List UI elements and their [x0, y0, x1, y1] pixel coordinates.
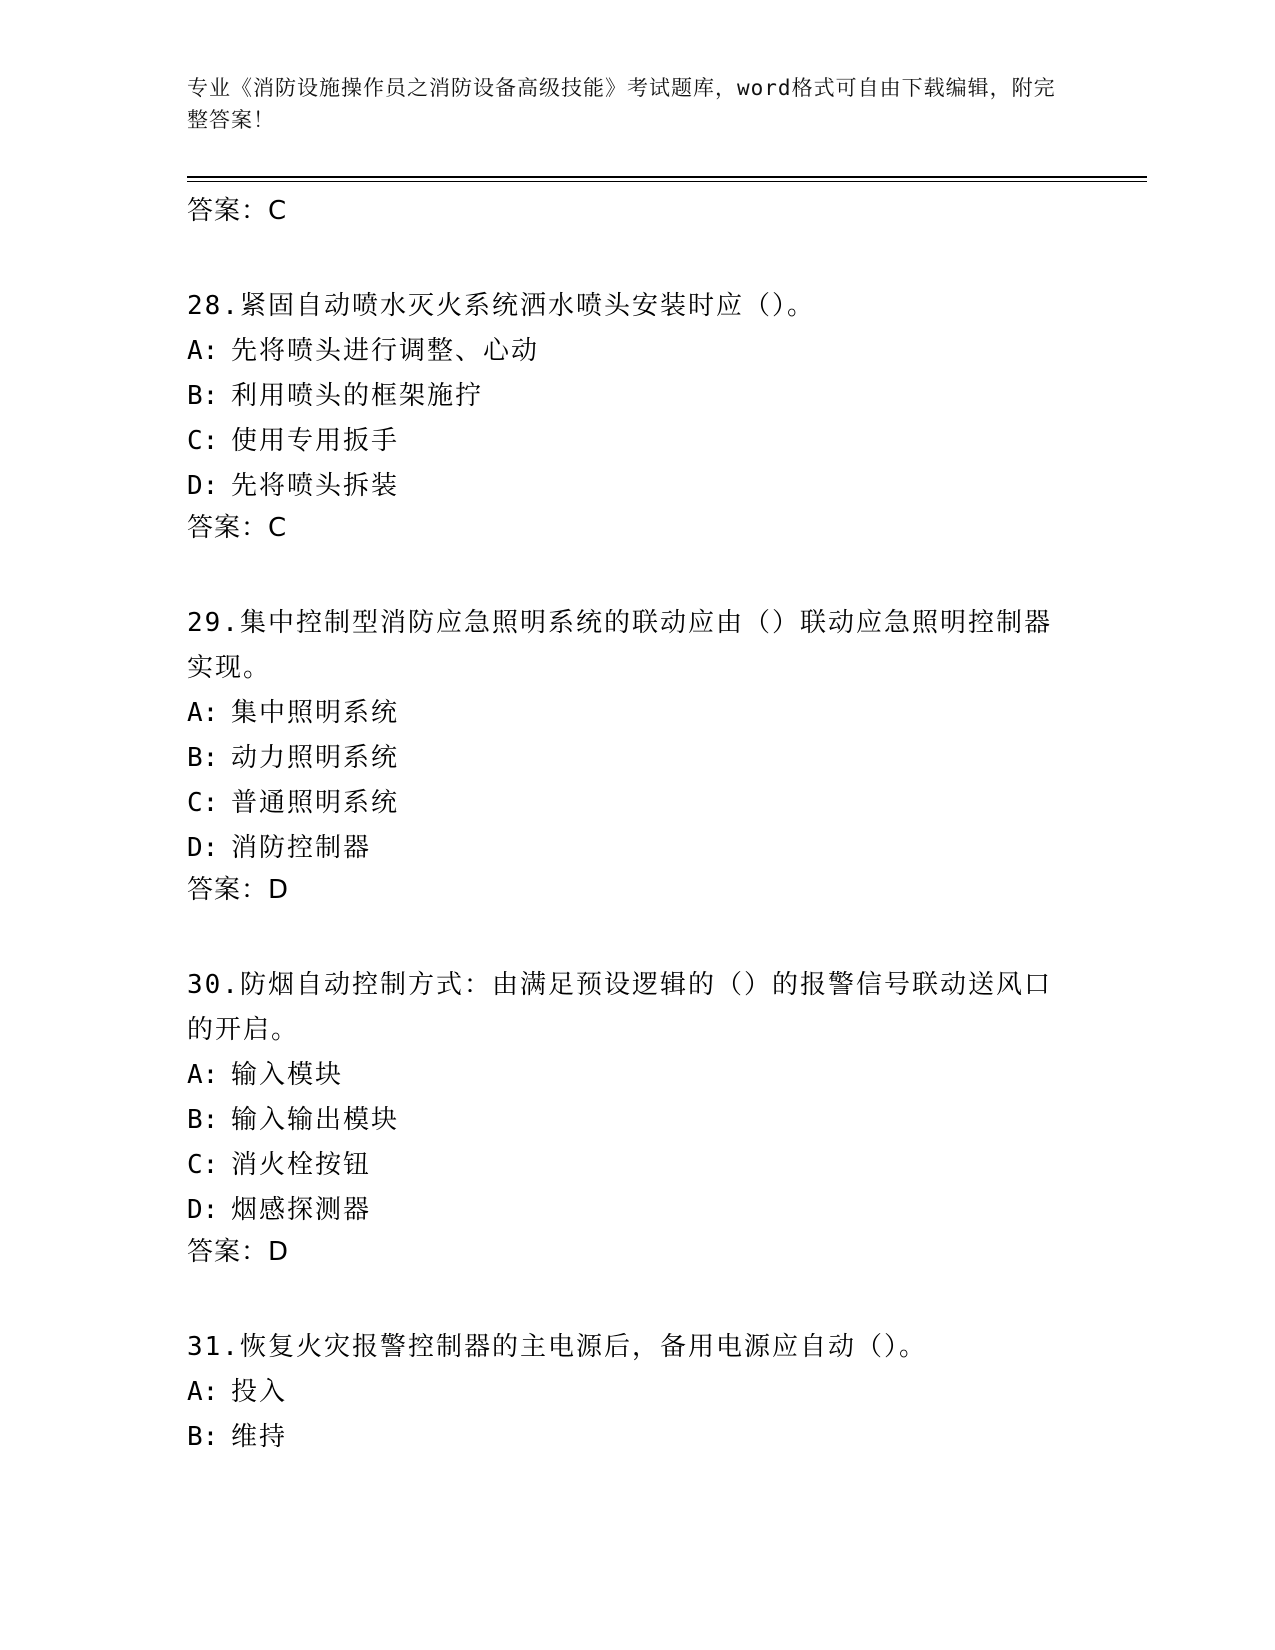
option-b — [187, 1415, 1067, 1460]
header-rule-thick — [187, 176, 1147, 178]
option-text: 消火栓按钮 — [231, 1150, 372, 1180]
option-text: 普通照明系统 — [231, 788, 400, 818]
option-letter: B: — [187, 1105, 219, 1135]
option-d — [187, 826, 1067, 871]
answer-label: 答案： — [187, 1237, 269, 1267]
answer-value: C — [268, 513, 287, 543]
option-text: 利用喷头的框架施拧 — [231, 381, 484, 411]
question-text: 28.紧固自动喷水灭火系统洒水喷头安装时应（）。 — [187, 291, 815, 321]
spacer — [187, 918, 1067, 963]
option-d — [187, 1188, 1067, 1233]
option-letter: D: — [187, 471, 219, 501]
option-letter: C: — [187, 1150, 219, 1180]
option-b — [187, 736, 1067, 781]
option-text: 动力照明系统 — [231, 743, 400, 773]
option-text: 消防控制器 — [231, 833, 372, 863]
option-text: 先将喷头拆装 — [231, 471, 400, 501]
option-a — [187, 329, 1067, 374]
option-a — [187, 1370, 1067, 1415]
answer-line — [187, 1233, 1067, 1280]
option-letter: C: — [187, 426, 219, 456]
answer-line — [187, 509, 1067, 556]
option-d — [187, 464, 1067, 509]
option-text: 使用专用扳手 — [231, 426, 400, 456]
spacer — [187, 239, 1067, 284]
answer-value: D — [268, 875, 289, 905]
option-letter: C: — [187, 788, 219, 818]
option-letter: D: — [187, 833, 219, 863]
option-letter: D: — [187, 1195, 219, 1225]
answer-line — [187, 871, 1067, 918]
option-text: 输入模块 — [231, 1060, 344, 1090]
answer-label: 答案： — [187, 513, 269, 543]
answer-label: 答案： — [187, 196, 269, 226]
option-a — [187, 691, 1067, 736]
option-text: 先将喷头进行调整、心动 — [231, 336, 540, 366]
document-header: 专业《消防设施操作员之消防设备高级技能》考试题库，word格式可自由下载编辑，附完整答案！ — [187, 76, 1056, 132]
option-text: 集中照明系统 — [231, 698, 400, 728]
question-text: 30.防烟自动控制方式：由满足预设逻辑的（）的报警信号联动送风口的开启。 — [187, 970, 1052, 1045]
option-text: 烟感探测器 — [231, 1195, 372, 1225]
option-c — [187, 419, 1067, 464]
option-b — [187, 374, 1067, 419]
option-text: 投入 — [231, 1377, 288, 1407]
option-text: 维持 — [231, 1422, 288, 1452]
spacer — [187, 556, 1067, 601]
header-rule-thin — [187, 181, 1147, 182]
option-letter: B: — [187, 743, 219, 773]
option-c — [187, 781, 1067, 826]
option-letter: B: — [187, 1422, 219, 1452]
option-letter: A: — [187, 336, 219, 366]
option-letter: B: — [187, 381, 219, 411]
question-text: 31.恢复火灾报警控制器的主电源后，备用电源应自动（）。 — [187, 1332, 927, 1362]
option-letter: A: — [187, 698, 219, 728]
answer-value: C — [268, 196, 287, 226]
question-text: 29.集中控制型消防应急照明系统的联动应由（）联动应急照明控制器实现。 — [187, 608, 1052, 683]
spacer — [187, 1280, 1067, 1325]
answer-value: D — [268, 1237, 289, 1267]
option-a — [187, 1053, 1067, 1098]
answer-label: 答案： — [187, 875, 269, 905]
option-letter: A: — [187, 1060, 219, 1090]
option-text: 输入输出模块 — [231, 1105, 400, 1135]
answer-line — [187, 192, 1067, 239]
option-c — [187, 1143, 1067, 1188]
question-list — [187, 192, 1067, 1460]
option-b — [187, 1098, 1067, 1143]
option-letter: A: — [187, 1377, 219, 1407]
